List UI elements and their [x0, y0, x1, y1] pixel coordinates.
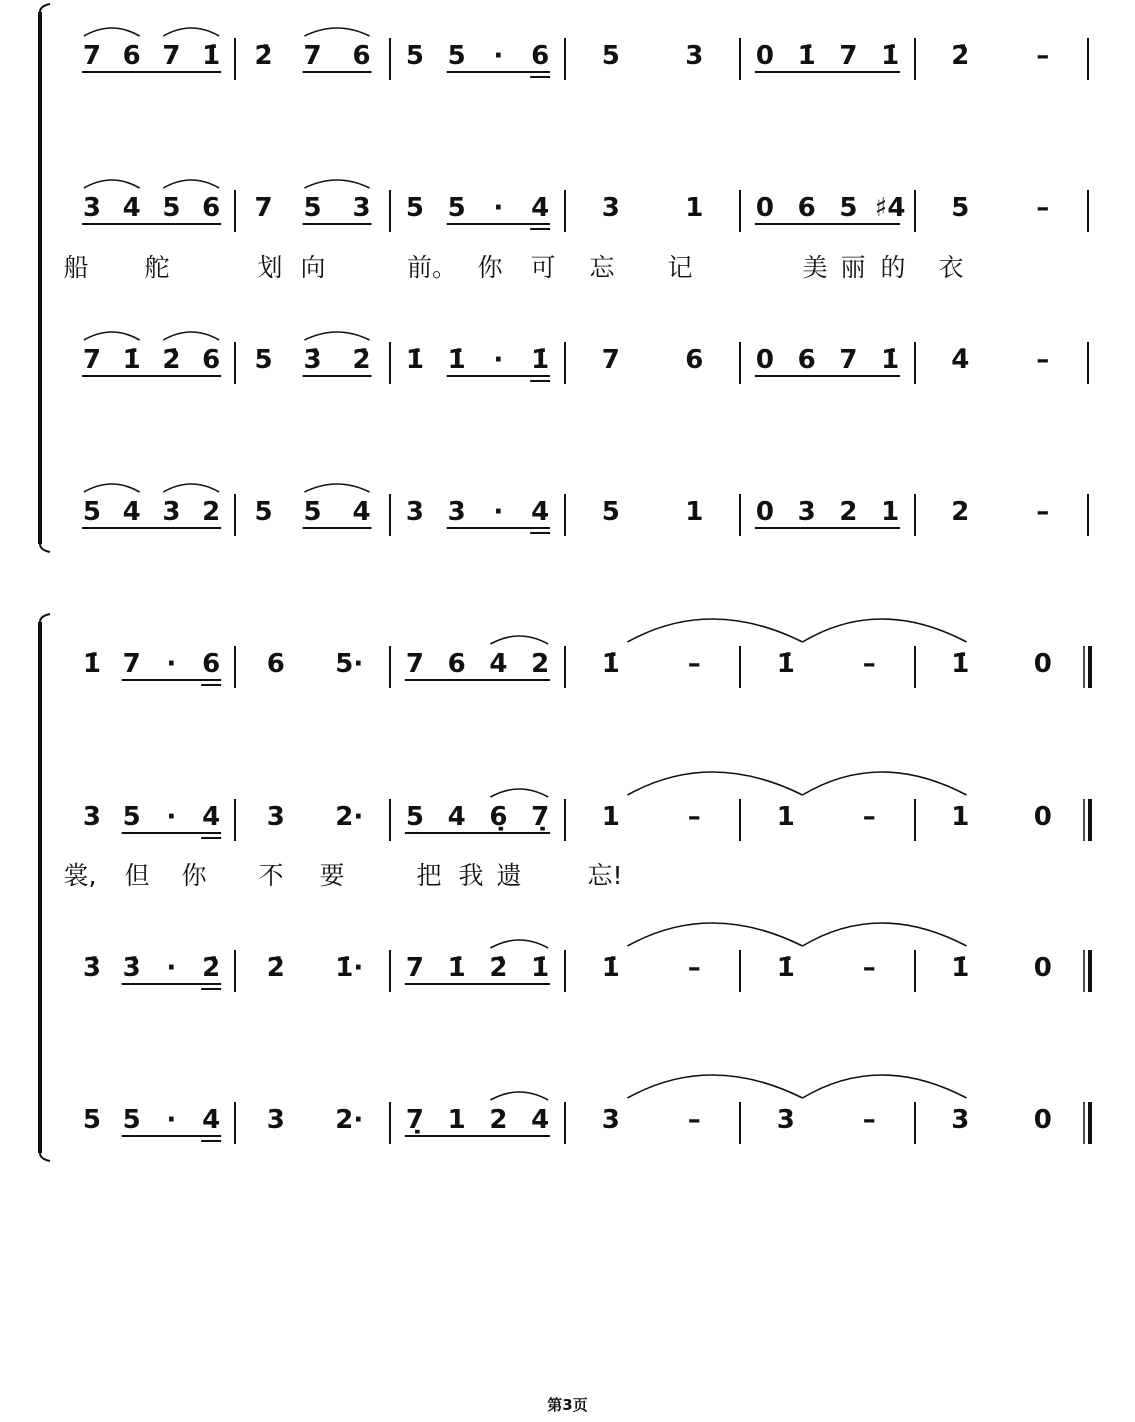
slur: [490, 1092, 548, 1100]
note: 1̇: [601, 649, 620, 679]
note: 6: [797, 345, 816, 375]
system-bracket-top: [40, 614, 50, 622]
note: 1̇: [797, 41, 816, 71]
lyric-syllable: 的: [880, 253, 906, 282]
note: 4: [122, 497, 141, 527]
note: 3̇: [122, 953, 141, 983]
note: 1̇: [447, 953, 466, 983]
note: 2̇: [352, 345, 371, 375]
lyric-syllable: 可: [530, 253, 556, 282]
note: 5: [951, 193, 970, 223]
note: 0: [1033, 1105, 1052, 1135]
note: 2̇: [202, 953, 221, 983]
note: 7: [82, 41, 101, 71]
tie: [628, 923, 803, 946]
note: 0: [1033, 802, 1052, 832]
note: 6: [447, 649, 466, 679]
note: 3: [601, 193, 620, 223]
note: 7: [82, 345, 101, 375]
note: 6̣: [489, 802, 508, 832]
note: 7: [162, 41, 181, 71]
system-bracket-bottom: [40, 544, 50, 552]
note: 6: [122, 41, 141, 71]
note: –: [862, 953, 876, 983]
tie: [803, 772, 967, 795]
note: ·: [166, 1105, 177, 1135]
lyric-syllable: 忘!: [587, 861, 623, 890]
note: 1: [685, 497, 704, 527]
note: 1̇: [951, 649, 970, 679]
lyric-syllable: 前。: [406, 253, 458, 282]
note: 6: [266, 649, 285, 679]
note: 2̇: [266, 953, 285, 983]
note: 3: [601, 1105, 620, 1135]
tie: [628, 1075, 803, 1098]
note: 7: [839, 345, 858, 375]
slur: [84, 28, 140, 36]
note: 6: [797, 193, 816, 223]
note: 2·: [335, 802, 364, 832]
note: 7: [839, 41, 858, 71]
note: –: [1036, 345, 1050, 375]
lyric-syllable: 遗: [496, 861, 522, 890]
note: 6: [685, 345, 704, 375]
note: –: [1036, 193, 1050, 223]
note: 0: [755, 193, 774, 223]
lyric-syllable: 船: [63, 253, 89, 282]
note: 7: [303, 41, 322, 71]
system-bracket-top: [40, 4, 50, 12]
note: 0: [755, 41, 774, 71]
note: –: [687, 953, 701, 983]
slur: [163, 28, 219, 36]
note: 3: [776, 1105, 795, 1135]
note: 6: [202, 193, 221, 223]
note: 0: [1033, 953, 1052, 983]
lyric-syllable: 美: [802, 253, 828, 282]
lyric-syllable: 你: [477, 253, 503, 282]
note: 5: [405, 193, 424, 223]
note: 1: [951, 802, 970, 832]
note: 0: [1033, 649, 1052, 679]
slur: [84, 332, 140, 340]
note: 1̇·: [335, 953, 364, 983]
note: 3: [266, 802, 285, 832]
lyric-syllable: 你: [181, 861, 207, 890]
note: ·: [493, 41, 504, 71]
tie: [628, 772, 803, 795]
note: 3: [685, 41, 704, 71]
slur: [490, 940, 548, 948]
note: 1̇: [447, 345, 466, 375]
note: 7: [405, 649, 424, 679]
note: –: [862, 802, 876, 832]
note: 1: [601, 802, 620, 832]
slur: [305, 332, 370, 340]
note: 5: [601, 497, 620, 527]
note: 4̇: [951, 345, 970, 375]
note: 7: [601, 345, 620, 375]
tie: [628, 619, 803, 642]
slur: [305, 484, 370, 492]
note: ·: [166, 953, 177, 983]
note: –: [687, 1105, 701, 1135]
note: 5: [122, 1105, 141, 1135]
note: 2̇: [254, 41, 273, 71]
note: 1̇: [881, 345, 900, 375]
note: 1̇: [776, 953, 795, 983]
note: 3̇: [303, 345, 322, 375]
note: 4: [531, 497, 550, 527]
note: 3: [951, 1105, 970, 1135]
note: 5: [601, 41, 620, 71]
note: 2: [489, 1105, 508, 1135]
lyric-syllable: 不: [258, 861, 284, 890]
note: ·: [166, 802, 177, 832]
note: 2̇: [489, 953, 508, 983]
note: 1̇: [82, 649, 101, 679]
note: 2̇: [951, 41, 970, 71]
note: 1: [447, 1105, 466, 1135]
note: 5: [405, 41, 424, 71]
note: 4: [202, 1105, 221, 1135]
note: 2: [202, 497, 221, 527]
note: 5: [254, 497, 273, 527]
note: 1̇: [881, 41, 900, 71]
note: 5: [82, 1105, 101, 1135]
note: 7: [254, 193, 273, 223]
note: 3: [352, 193, 371, 223]
slur: [305, 180, 370, 188]
note: 1: [776, 802, 795, 832]
note: 0: [755, 345, 774, 375]
note: 5: [254, 345, 273, 375]
note: 6: [202, 649, 221, 679]
note: –: [687, 649, 701, 679]
note: –: [862, 1105, 876, 1135]
note: ♯4: [874, 193, 906, 223]
note: 3: [82, 193, 101, 223]
note: 4: [122, 193, 141, 223]
slur: [163, 332, 219, 340]
note: 2: [951, 497, 970, 527]
note: 7̣: [405, 1105, 424, 1135]
slur: [84, 180, 140, 188]
lyric-syllable: 衣: [938, 253, 964, 282]
note: 3: [405, 497, 424, 527]
note: –: [862, 649, 876, 679]
lyric-syllable: 忘: [589, 253, 615, 282]
slur: [84, 484, 140, 492]
note: –: [1036, 497, 1050, 527]
note: 5: [82, 497, 101, 527]
note: 1̇: [776, 649, 795, 679]
note: 1̇: [531, 953, 550, 983]
lyric-syllable: 划: [257, 253, 283, 282]
note: 5: [303, 497, 322, 527]
note: 4: [489, 649, 508, 679]
note: 1̇: [202, 41, 221, 71]
lyric-syllable: 要: [319, 861, 345, 890]
note: 2: [531, 649, 550, 679]
note: 4: [352, 497, 371, 527]
note: 1: [881, 497, 900, 527]
note: 4: [202, 802, 221, 832]
tie: [803, 619, 967, 642]
lyric-syllable: 记: [667, 253, 693, 282]
note: 5: [303, 193, 322, 223]
lyric-syllable: 把: [416, 861, 442, 890]
note: 5: [405, 802, 424, 832]
note: 3: [82, 802, 101, 832]
note: 5: [839, 193, 858, 223]
note: 3̇: [82, 953, 101, 983]
slur: [490, 636, 548, 644]
note: ·: [493, 193, 504, 223]
note: 3: [266, 1105, 285, 1135]
note: 2: [839, 497, 858, 527]
note: 1̇: [405, 345, 424, 375]
note: 4: [531, 193, 550, 223]
note: 5·: [335, 649, 364, 679]
note: 5: [447, 41, 466, 71]
note: 4: [531, 1105, 550, 1135]
note: 3: [447, 497, 466, 527]
note: 1̇: [122, 345, 141, 375]
note: ·: [493, 345, 504, 375]
note: 1̇: [601, 953, 620, 983]
note: 1: [685, 193, 704, 223]
note: 6: [352, 41, 371, 71]
lyric-syllable: 但: [124, 861, 150, 890]
tie: [803, 923, 967, 946]
note: 1̇: [951, 953, 970, 983]
lyric-syllable: 舵: [144, 253, 170, 282]
system-bracket-bottom: [40, 1153, 50, 1161]
note: –: [1036, 41, 1050, 71]
slur: [163, 180, 219, 188]
tie: [803, 1075, 967, 1098]
lyric-syllable: 丽: [840, 253, 866, 282]
note: –: [687, 802, 701, 832]
note: 2̇: [162, 345, 181, 375]
note: 6: [202, 345, 221, 375]
note: ·: [493, 497, 504, 527]
note: 6: [531, 41, 550, 71]
slur: [490, 789, 548, 797]
page-number: 第3页: [547, 1396, 588, 1414]
note: 3: [162, 497, 181, 527]
note: 5: [447, 193, 466, 223]
slur: [305, 28, 370, 36]
lyric-syllable: 向: [300, 253, 326, 282]
note: ·: [166, 649, 177, 679]
slur: [163, 484, 219, 492]
lyric-syllable: 我: [458, 861, 484, 890]
note: 2·: [335, 1105, 364, 1135]
note: 7: [122, 649, 141, 679]
note: 1̇: [531, 345, 550, 375]
note: 5: [162, 193, 181, 223]
lyric-syllable: 裳,: [63, 861, 97, 890]
note: 7̣: [531, 802, 550, 832]
note: 5: [122, 802, 141, 832]
note: 3: [797, 497, 816, 527]
note: 0: [755, 497, 774, 527]
note: 7: [405, 953, 424, 983]
note: 4: [447, 802, 466, 832]
